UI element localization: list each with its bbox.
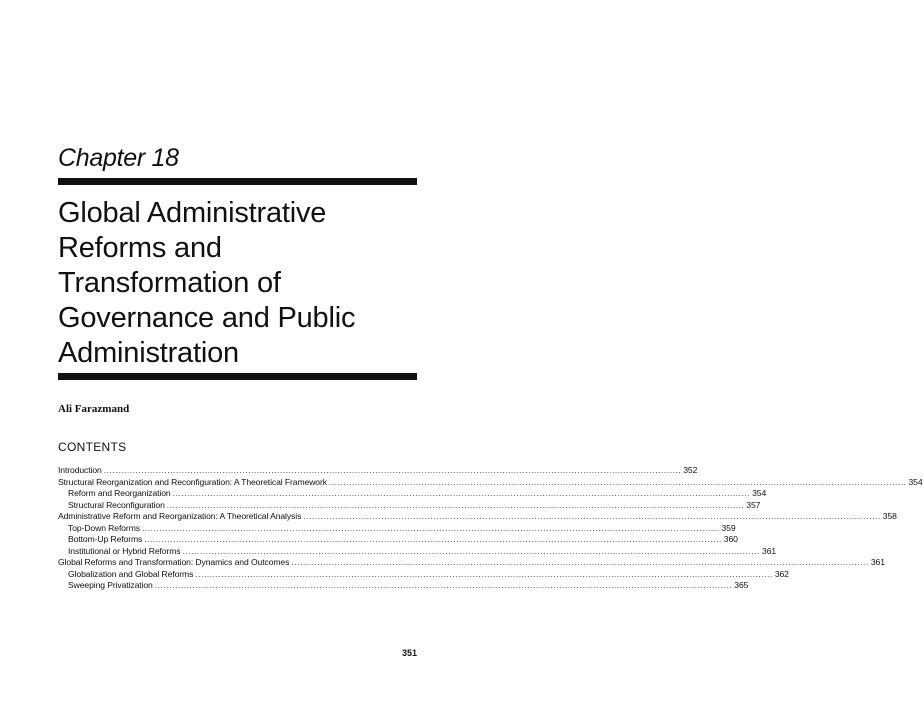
table-of-contents bbox=[58, 465, 923, 592]
toc-entry bbox=[58, 568, 789, 581]
toc-entry-title: Structural Reorganization and Reconfiguration: A Theoretical Framework bbox=[58, 476, 327, 487]
toc-entry-page: 365 bbox=[734, 580, 749, 590]
toc-entry-title: Reform and Reorganization bbox=[68, 488, 171, 498]
page-number: 351 bbox=[401, 648, 417, 658]
toc-entry bbox=[58, 534, 738, 546]
toc-entry-page: 354 bbox=[908, 476, 923, 487]
chapter-title bbox=[58, 196, 417, 371]
toc-entry-page: 361 bbox=[762, 545, 777, 556]
toc-entry-page: 358 bbox=[882, 511, 897, 521]
toc-entry-title: Global Reforms and Transformation: Dynamics and Outcomes bbox=[58, 557, 290, 567]
toc-entry-page: 357 bbox=[746, 499, 761, 510]
toc-leader: ........................................................................................................................................................................................................ bbox=[303, 511, 881, 521]
toc-entry bbox=[58, 476, 923, 489]
toc-entry-page: 354 bbox=[752, 488, 767, 498]
chapter-title-line: Administration bbox=[58, 337, 239, 369]
toc-leader: ........................................................................................................................................................................................................ bbox=[172, 488, 751, 498]
toc-leader: ........................................................................................................................................................................................................ bbox=[144, 534, 722, 544]
toc-entry bbox=[58, 580, 749, 592]
toc-entry bbox=[58, 545, 777, 558]
toc-leader: ........................................................................................................................................................................................................ bbox=[103, 465, 682, 475]
toc-entry bbox=[58, 557, 885, 569]
toc-entry-title: Introduction bbox=[58, 465, 102, 475]
toc-entry-title: Globalization and Global Reforms bbox=[68, 568, 194, 579]
toc-leader: ........................................................................................................................................................................................................ bbox=[154, 580, 733, 590]
toc-leader: ........................................................................................................................................................................................................ bbox=[291, 557, 869, 567]
toc-leader: ........................................................................................................................................................................................................ bbox=[166, 499, 745, 510]
chapter-title-line: Reforms and bbox=[58, 232, 222, 264]
contents-heading: CONTENTS bbox=[58, 440, 127, 454]
top-rule bbox=[58, 178, 417, 185]
toc-entry bbox=[58, 499, 761, 512]
toc-entry-page: 362 bbox=[774, 568, 789, 579]
toc-entry-title: Institutional or Hybrid Reforms bbox=[68, 545, 181, 556]
toc-leader: ........................................................................................................................................................................................................ bbox=[141, 522, 720, 533]
toc-entry-title: Administrative Reform and Reorganization: A Theoretical Analysis bbox=[58, 511, 302, 521]
toc-entry-title: Top-Down Reforms bbox=[68, 522, 140, 533]
toc-entry bbox=[58, 522, 736, 535]
toc-entry-title: Bottom-Up Reforms bbox=[68, 534, 143, 544]
toc-leader: ........................................................................................................................................................................................................ bbox=[328, 476, 907, 487]
toc-entry bbox=[58, 488, 767, 500]
toc-entry bbox=[58, 511, 897, 523]
chapter-title-line: Global Administrative bbox=[58, 197, 327, 229]
toc-entry bbox=[58, 465, 698, 477]
toc-entry-page: 361 bbox=[870, 557, 885, 567]
toc-leader: ........................................................................................................................................................................................................ bbox=[182, 545, 761, 556]
toc-entry-title: Sweeping Privatization bbox=[68, 580, 153, 590]
toc-entry-page: 359 bbox=[721, 522, 736, 533]
bottom-rule bbox=[58, 373, 417, 380]
toc-leader: ........................................................................................................................................................................................................ bbox=[195, 568, 773, 579]
author-name: Ali Farazmand bbox=[58, 403, 130, 415]
toc-entry-page: 352 bbox=[683, 465, 698, 475]
chapter-title-line: Governance and Public bbox=[58, 302, 356, 334]
toc-entry-page: 360 bbox=[723, 534, 738, 544]
toc-entry-title: Structural Reconfiguration bbox=[68, 499, 165, 510]
chapter-title-line: Transformation of bbox=[58, 267, 281, 299]
chapter-label: Chapter 18 bbox=[58, 144, 179, 172]
